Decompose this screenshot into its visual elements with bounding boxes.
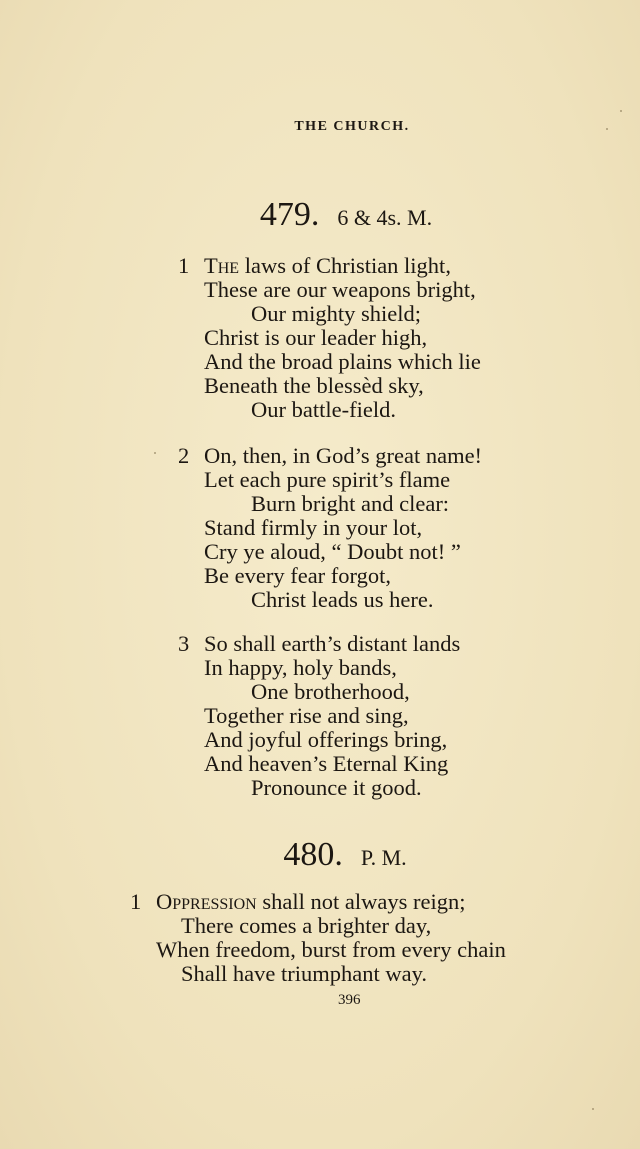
verse-line-rest: laws of Christian light, (239, 253, 451, 278)
page-number: 396 (338, 992, 361, 1008)
verse-line: Christ is our leader high, (204, 325, 428, 350)
verse-line: These are our weapons bright, (204, 277, 476, 302)
verse-line: So shall earth’s distant lands (204, 631, 461, 656)
verse-line: On, then, in God’s great name! (204, 443, 483, 468)
verse-line: In happy, holy bands, (204, 655, 397, 680)
verse-line (204, 254, 451, 278)
verse-line: Beneath the blessèd sky, (204, 373, 424, 398)
verse-line (156, 890, 465, 914)
paper-speck (592, 1108, 594, 1110)
verse-line-rest: shall not always reign; (256, 889, 466, 914)
verse-line: And the broad plains which lie (204, 349, 481, 374)
paper-speck (620, 110, 622, 112)
verse-line: And heaven’s Eternal King (204, 751, 449, 776)
hymn-meter: P. M. (360, 845, 407, 870)
verse-line: Pronounce it good. (251, 775, 422, 800)
stanza-number: 3 (178, 631, 190, 656)
hymn-479-heading (0, 196, 640, 234)
hymn-480-heading (0, 836, 640, 874)
verse-line: One brotherhood, (251, 679, 410, 704)
stanza-number: 2 (178, 443, 190, 468)
hymn-meter: 6 & 4s. M. (337, 205, 433, 230)
verse-line: Together rise and sing, (204, 703, 409, 728)
verse-line: Cry ye aloud, “ Doubt not! ” (204, 539, 461, 564)
verse-line: Shall have triumphant way. (181, 961, 427, 986)
paper-speck (154, 452, 156, 454)
verse-line: Let each pure spirit’s flame (204, 467, 451, 492)
verse-line: Be every fear forgot, (204, 563, 391, 588)
stanza-number: 1 (178, 253, 190, 278)
paper-speck (606, 128, 608, 130)
verse-line: When freedom, burst from every chain (156, 937, 506, 962)
stanza-number: 1 (130, 889, 142, 914)
verse-line: Our battle-field. (251, 397, 396, 422)
verse-line: And joyful offerings bring, (204, 727, 448, 752)
verse-first-word: The (204, 253, 240, 278)
running-head: THE CHURCH. (294, 119, 410, 134)
verse-line: There comes a brighter day, (181, 913, 432, 938)
verse-line: Stand firmly in your lot, (204, 515, 423, 540)
verse-line: Christ leads us here. (251, 587, 434, 612)
verse-first-word: Oppression (156, 889, 257, 914)
verse-line: Our mighty shield; (251, 301, 421, 326)
verse-line: Burn bright and clear: (251, 491, 450, 516)
hymn-number: 479. (259, 196, 320, 233)
hymn-number: 480. (283, 836, 343, 873)
